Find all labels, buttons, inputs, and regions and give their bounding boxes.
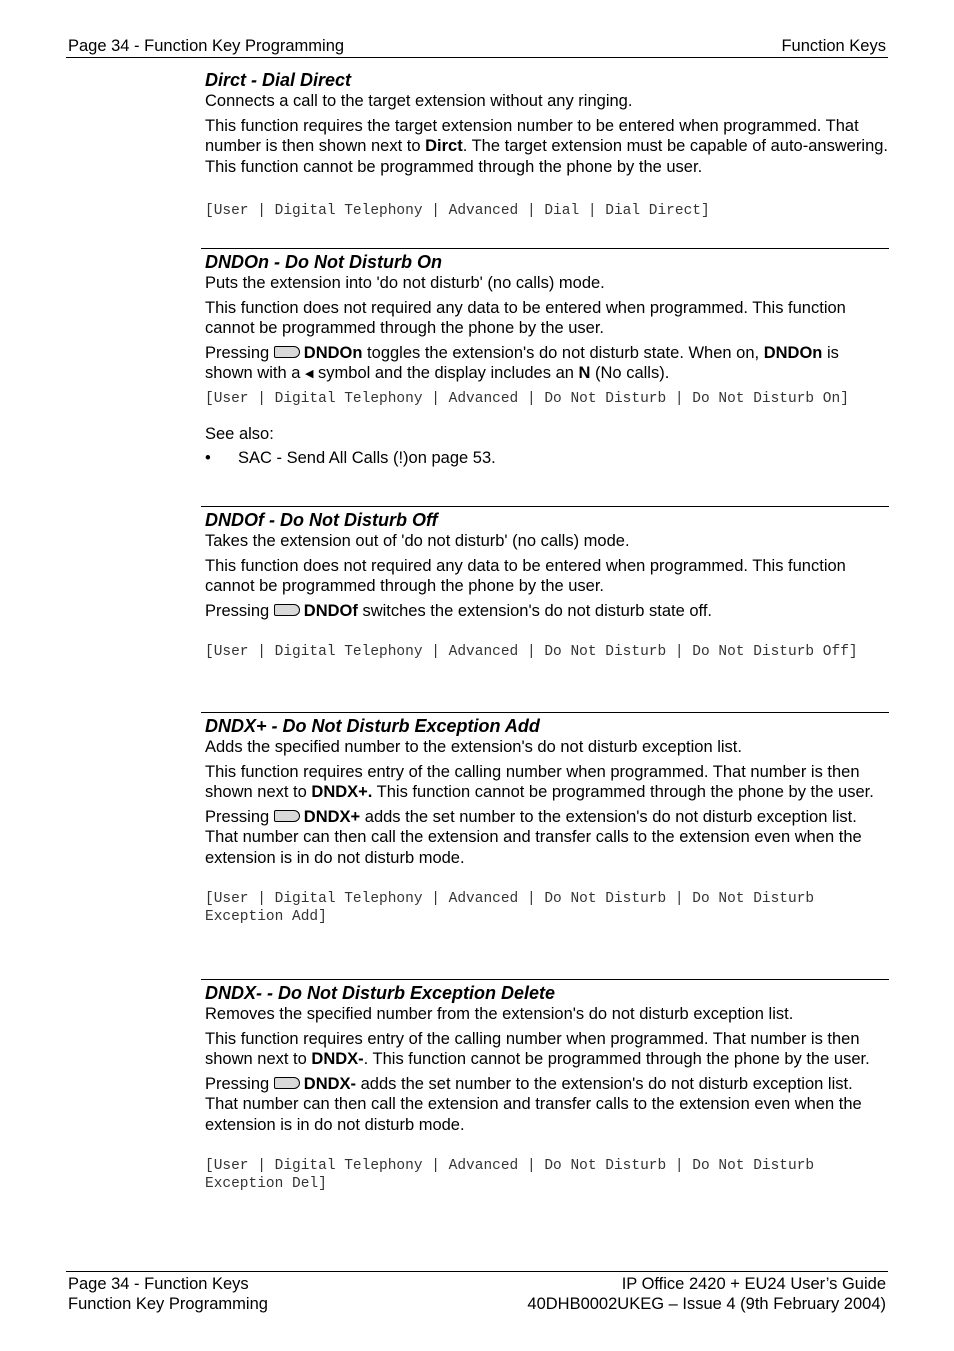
menu-path: [User | Digital Telephony | Advanced | Do Not Disturb | Do Not Disturb On] — [205, 390, 849, 407]
footer-right — [527, 1274, 886, 1314]
menu-path: [User | Digital Telephony | Advanced | Do Not Disturb | Do Not Disturb Exception Add] — [205, 891, 815, 925]
header-rule — [66, 57, 888, 58]
footer-right-line1: IP Office 2420 + EU24 User’s Guide — [621, 1275, 886, 1293]
menu-path: [User | Digital Telephony | Advanced | Do Not Disturb | Do Not Disturb Off] — [205, 644, 858, 660]
header-right: Function Keys — [781, 37, 886, 55]
section-title: DNDX+ - Do Not Disturb Exception Add — [205, 716, 540, 736]
section-paragraph: Pressing DNDX+ adds the set number to the extension's do not disturb exception list. That number can then call the extension and transfer calls to the extension even when the extension is in do not disturb mode. — [205, 807, 862, 867]
header-left: Page 34 - Function Key Programming — [68, 37, 345, 55]
section-paragraph: This function requires the target extension number to be entered when programmed. That number is then shown next to Dirct. The target extension must be capable of auto-answering. This function cannot be programmed through the phone by the user. — [205, 116, 889, 176]
page-content — [205, 68, 889, 1230]
see-also-link[interactable]: • SAC - Send All Calls (!)on page 53. — [205, 448, 889, 469]
function-key-icon — [274, 604, 300, 616]
footer-right-line2: 40DHB0002UKEG – Issue 4 (9th February 2004) — [527, 1295, 886, 1313]
section-intro: Adds the specified number to the extension's do not disturb exception list. — [205, 738, 742, 756]
function-key-icon — [274, 810, 300, 822]
section-paragraph: This function does not required any data to be entered when programmed. This function cannot be programmed through the phone by the user. — [205, 298, 846, 337]
see-also-list — [205, 448, 889, 469]
footer-rule — [66, 1271, 888, 1272]
section-paragraph: Pressing DNDOf switches the extension's do not disturb state off. — [205, 601, 713, 620]
section-paragraph: This function requires entry of the calling number when programmed. That number is then shown next to DNDX+. This function cannot be programmed through the phone by the user. — [205, 762, 874, 801]
footer-left — [68, 1274, 268, 1314]
section-title: DNDX- - Do Not Disturb Exception Delete — [205, 983, 556, 1003]
section-dndof — [201, 506, 889, 712]
left-arrow-icon: ◀ — [304, 368, 314, 380]
section-intro: Removes the specified number from the extension's do not disturb exception list. — [205, 1005, 794, 1023]
section-paragraph: Pressing DNDOn toggles the extension's do not disturb state. When on, DNDOn is shown with a ◀ symbol and the display includes an N (No calls). — [205, 343, 889, 386]
menu-path: [User | Digital Telephony | Advanced | Do Not Disturb | Do Not Disturb Exception Del] — [205, 1158, 815, 1192]
menu-path: [User | Digital Telephony | Advanced | Dial | Dial Direct] — [205, 203, 710, 219]
section-intro: Connects a call to the target extension without any ringing. — [205, 92, 633, 110]
section-intro: Takes the extension out of 'do not disturb' (no calls) mode. — [205, 532, 630, 550]
function-key-icon — [274, 1077, 300, 1089]
section-dirct — [205, 68, 889, 248]
section-dndx-add — [201, 712, 889, 979]
see-also-label: See also: — [205, 424, 274, 443]
footer-left-line2: Function Key Programming — [68, 1295, 268, 1313]
section-paragraph: This function requires entry of the calling number when programmed. That number is then shown next to DNDX-. This function cannot be programmed through the phone by the user. — [205, 1029, 870, 1068]
section-dndx-delete — [201, 979, 889, 1230]
section-paragraph: Pressing DNDX- adds the set number to the extension's do not disturb exception list. That number can then call the extension and transfer calls to the extension even when the extension is in do not disturb mode. — [205, 1074, 862, 1134]
section-intro: Puts the extension into 'do not disturb' (no calls) mode. — [205, 274, 605, 292]
section-title: DNDOn - Do Not Disturb On — [205, 252, 442, 272]
function-key-icon — [274, 346, 300, 358]
footer-left-line1: Page 34 - Function Keys — [68, 1275, 249, 1293]
section-title: DNDOf - Do Not Disturb Off — [205, 510, 438, 530]
section-paragraph: This function does not required any data to be entered when programmed. This function cannot be programmed through the phone by the user. — [205, 556, 846, 595]
section-dndon — [201, 248, 889, 506]
section-title: Dirct - Dial Direct — [205, 70, 352, 90]
